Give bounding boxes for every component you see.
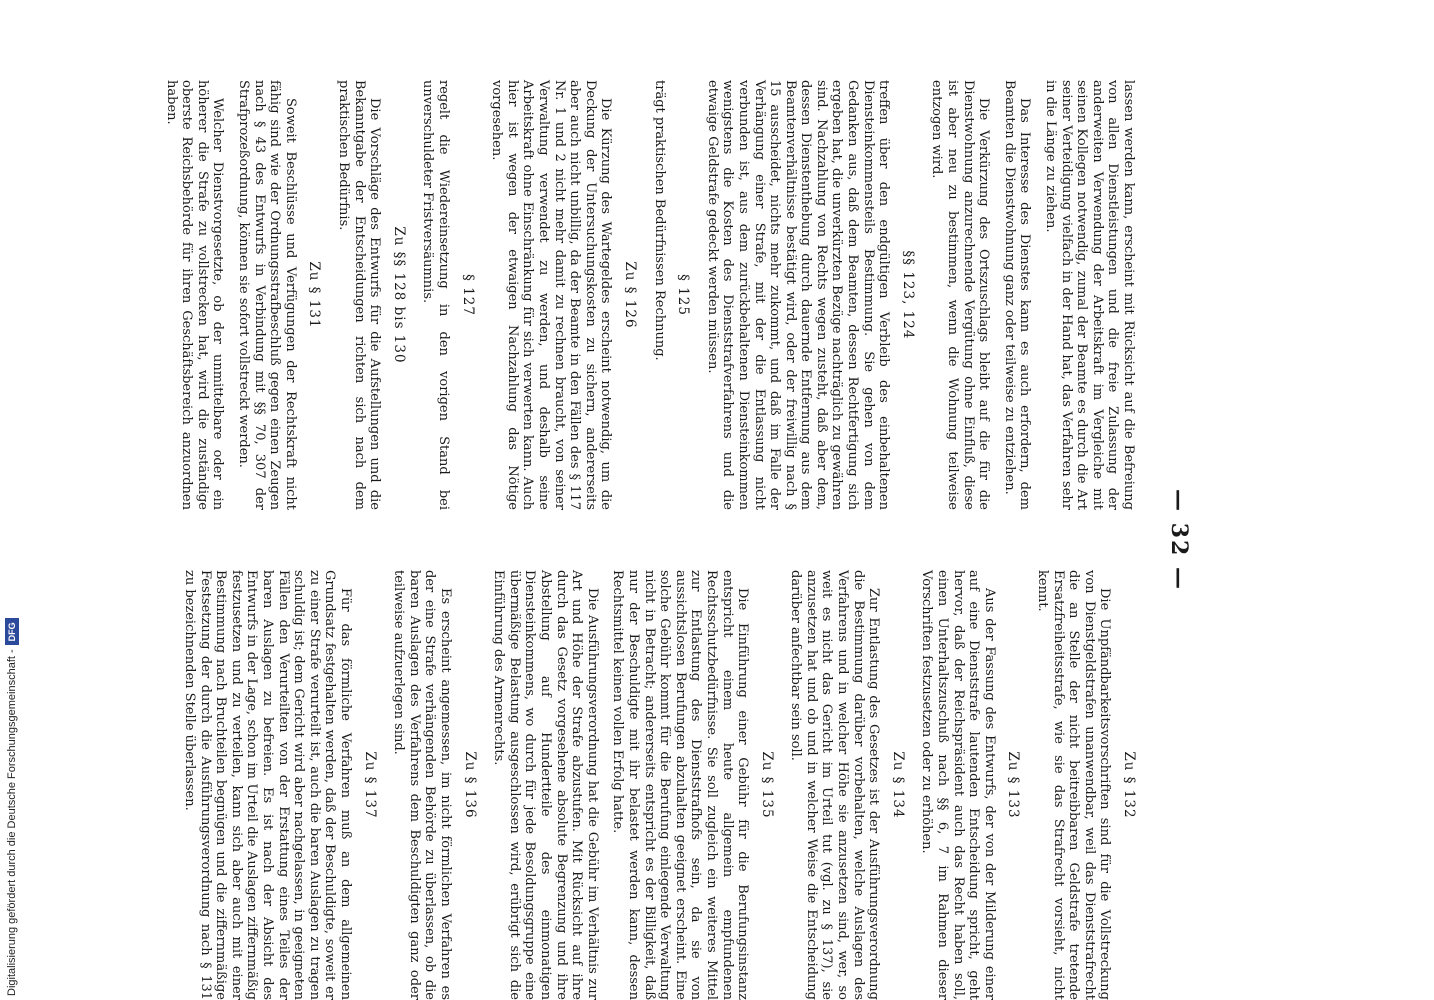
section-heading: Zu § 135	[758, 751, 775, 819]
paragraph: trägt praktischen Bedürfnissen Rechnung.	[651, 80, 667, 361]
paragraph: Aus der Fassung des Entwurfs, der von der Milderung einer auf eine Dienststrafe lautenden Entscheidung spricht, geht hervor, daß der Reichspräsident auch das Recht haben soll, einen Unterhaltszuschuß nach §§ 6, 7 im Rahmen dieser Vorschriften festzusetzen oder zu erhöhen.	[919, 570, 997, 1000]
paragraph: Es erscheint angemessen, im nicht förmlichen Verfahren es der eine Strafe verhängenden Behörde zu überlassen, ob die baren Auslagen des Verfahrens dem Beschuldigten ganz oder teilweise aufzuerlegen sind.	[391, 570, 454, 1000]
section-heading: § 125	[675, 274, 692, 316]
paragraph: regelt die Wiedereinsetzung in den vorigen Stand bei unverschuldeter Fristversäumnis.	[420, 80, 452, 510]
left-column	[153, 80, 1136, 510]
paragraph: Für das förmliche Verfahren muß an dem allgemeinen Grundsatz festgehalten werden, daß der Beschuldigte, soweit er zu einer Strafe verurteilt ist, auch die baren Auslagen zu tragen schuldig ist; dem Gericht wird aber nachgelassen, in geeigneten Fällen den Verurteilten von der Erstattung eines Teiles der baren Auslagen zu befreien. Es ist nach der Absicht des Entwurfs in der Lage, schon im Urteil die Auslagen ziffernmäßig festzusetzen und zu verteilen, kann sich aber auch mit einer Bestimmung nach Bruchteilen begnügen und die ziffernmäßige Festsetzung der durch die Ausführungsverordnung nach § 131 zu bezeichnenden Stelle überlassen.	[182, 570, 354, 1000]
paragraph: treffen über den endgültigen Verbleib des einbehaltenen Diensteinkommensteils Bestimmung. Sie gehen von dem Gedanken aus, daß dem Beamten, dessen Rechtfertigung sich ergeben hat, die unverkürzten Bezüge nachträglich zu gewähren sind. Nachzahlung von Rechts wegen zusteht, daß aber dem, dessen Dienstenthebung durch dauernde Entfernung aus dem Beamtenverhältnisse bestätigt wird, oder der freiwillig nach § 15 ausscheidet, nichts mehr zukommt, und daß im Falle der Verhängung einer Strafe, mit der die Entlassung nicht verbunden ist, aus dem zurückbehaltenen Diensteinkommen wenigstens die Kosten des Dienststrafverfahrens und die etwaige Geldstrafe gedeckt werden müssen.	[704, 80, 892, 510]
dfg-logo: DFG	[5, 618, 19, 645]
paragraph: Die Unpfändbarkeitsvorschriften sind für die Vollstreckung von Dienstgeldstrafen unanwendbar, weil das Dienststrafrecht die an Stelle der nicht beitreibbaren Geldstrafe tretende Ersatzfreiheitsstrafe, wie sie das Strafrecht vorsieht, nicht kennt.	[1035, 570, 1113, 1000]
section-heading: Zu § 134	[889, 751, 906, 819]
paragraph: Die Kürzung des Wartegeldes erscheint notwendig, um die Deckung der Untersuchungskosten zu sichern, andererseits aber auch nicht unbillig, da der Beamte in den Fällen des § 117 Nr. 1 und 2 nicht mehr damit zu rechnen braucht, von seiner Verwaltung verwendet zu werden, und deshalb seine Arbeitskraft ohne Einschränkung für sich verwerten kann. Auch hier ist wegen der etwaigen Nachzahlung das Nötige vorgesehen.	[489, 80, 614, 510]
paragraph: Das Interesse des Dienstes kann es auch erfordern, dem Beamten die Dienstwohnung ganz oder teilweise zu entziehen.	[1001, 80, 1033, 510]
section-heading: Zu § 131	[306, 261, 323, 329]
digitization-credit	[4, 0, 20, 996]
section-heading: Zu § 132	[1121, 751, 1137, 819]
page-number: — 32 —	[1166, 489, 1192, 591]
right-column	[172, 570, 1136, 1000]
paragraph: Die Einführung einer Gebühr für die Berufungsinstanz entspricht einem heute allgemein empfundenen Rechtsschutzbedürfnisse. Sie soll zugleich ein weiteres Mittel zur Entlastung des Dienststrafhofs sein, da sie von aussichtslosen Berufungen abzuhalten geeignet erscheint. Eine solche Gebühr kommt für die Berufung einlegende Verwaltung nicht in Betracht; andererseits entspricht es der Billigkeit, daß nur der Beschuldigte mit ihr belastet werden kann, dessen Rechtsmittel keinen vollen Erfolg hatte.	[610, 570, 751, 1000]
paragraph: Die Ausführungsverordnung hat die Gebühr im Verhältnis zur Art und Höhe der Strafe abzustufen. Mit Rücksicht auf ihre durch das Gesetz vorgesehene absolute Begrenzung und ihre Abstellung auf Hundertteile des einmonatigen Diensteinkommens, wo durch für jede Besoldungsgruppe eine übermäßige Belastung ausgeschlossen wird, erübrigt sich die Einführung des Armenrechts.	[491, 570, 600, 1000]
section-heading: § 127	[459, 274, 476, 316]
paragraph: Die Vorschläge des Entwurfs für die Aufstellungen und die Bekanntgabe der Entscheidungen richten sich nach dem praktischen Bedürfnis.	[336, 80, 383, 510]
section-heading: Zu § 126	[621, 261, 638, 329]
section-heading: Zu §§ 128 bis 130	[390, 226, 407, 364]
paragraph: Welcher Dienstvorgesetzte, ob der unmittelbare oder ein höherer die Strafe zu vollstrecken hat, wird die zuständige oberste Reichsbehörde für ihren Geschäftsbereich anzuordnen haben.	[163, 80, 226, 510]
section-heading: §§ 123, 124	[899, 250, 916, 340]
paragraph: Die Verkürzung des Ortszuschlags bleibt auf die für die Dienstwohnung anzurechnende Vergütung ohne Einfluß, diese ist aber neu zu bestimmen, wenn die Wohnung teilweise entzogen wird.	[929, 80, 992, 510]
document-page	[120, 80, 1200, 1000]
paragraph: Soweit Beschlüsse und Verfügungen der Rechtskraft nicht fähig sind wie der Ordnungsstrafbeschluß gegen einen Zeugen nach § 43 des Entwurfs in Verbindung mit §§ 70, 307 der Strafprozeßordnung, können sie sofort vollstreckt werden.	[236, 80, 298, 510]
section-heading: Zu § 136	[461, 751, 478, 819]
paragraph: Zur Entlastung des Gesetzes ist der Ausführungsverordnung die Bestimmung darüber vorbehalten, welche Auslagen des Verfahrens und in welcher Höhe sie anzusetzen sind, wer, so weit es nicht das Gericht im Urteil tut (vgl. zu § 137), sie anzusetzen hat und ob und in welcher Weise die Entscheidung darüber anfechtbar sein soll.	[788, 570, 882, 1000]
section-heading: Zu § 133	[1005, 751, 1022, 819]
paragraph: lassen werden kann, erscheint mit Rücksicht auf die Befreiung von allen Dienstleistungen und die freie Zulassung der anderweiten Verwendung der Arbeitskraft im Vergleiche mit seinen Kollegen notwendig, zumal der Beamte es durch die Art seiner Verteidigung vielfach in der Hand hat, das Verfahren sehr in die Länge zu ziehen.	[1043, 80, 1136, 510]
section-heading: Zu § 137	[361, 751, 378, 819]
credit-text: Digitalisierung gefördert durch die Deutsche Forschungsgemeinschaft -	[6, 649, 18, 996]
